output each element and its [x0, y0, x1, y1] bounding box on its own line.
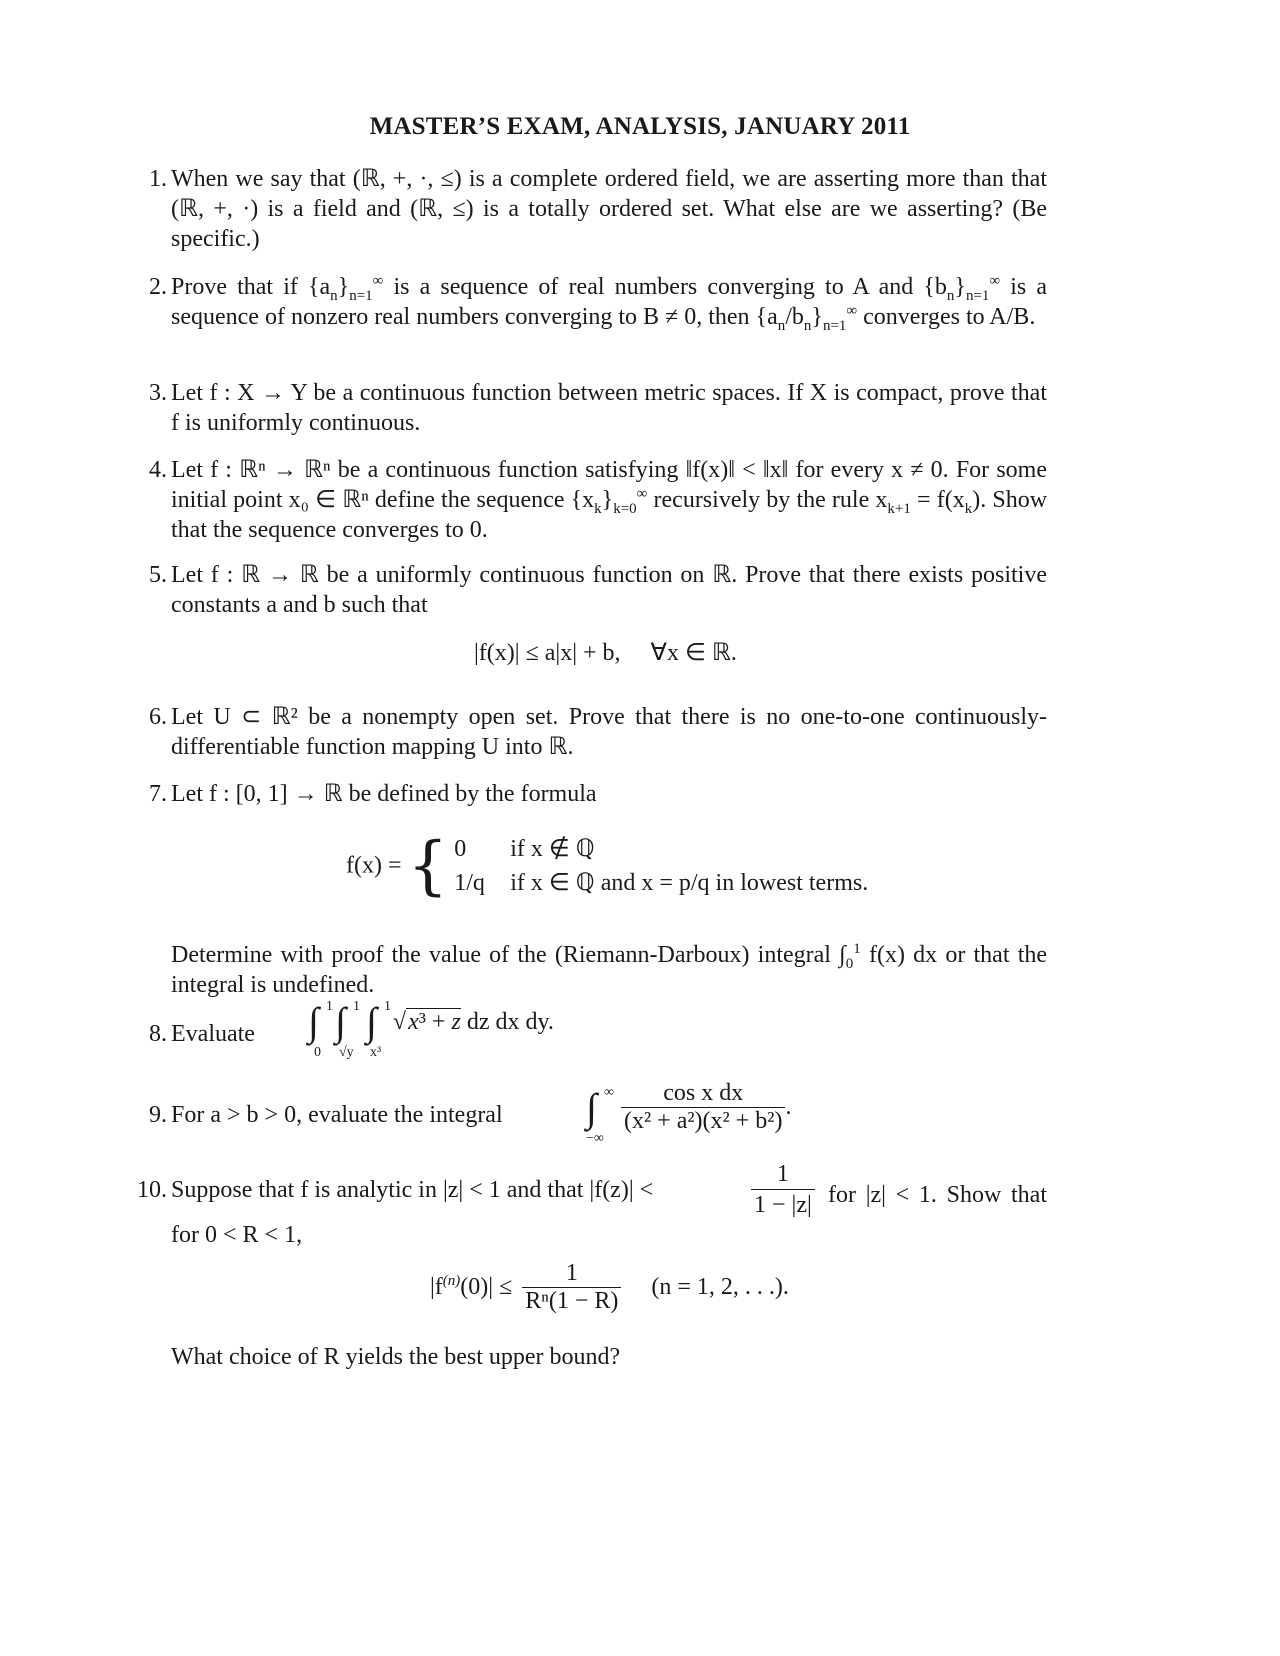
problem-text: For a > b > 0, evaluate the integral: [171, 1102, 503, 1128]
problem-number: 5.: [149, 562, 167, 588]
bound-fraction: $\frac{1}{1 - |z|}$: [751, 1159, 815, 1220]
problem-number: 2.: [149, 274, 167, 300]
problem-7-continued: [171, 940, 1047, 1000]
case-2-value: 1/q: [454, 870, 485, 896]
improper-integral: ∫ ∞ −∞ $\frac{\text{cos x dx}}{\text{(x² + a²)(x² + b²)}}$ .: [586, 1080, 792, 1146]
problem-text: for |z| < 1. Show that for 0 < R < 1,: [171, 1182, 1047, 1248]
problem-text: Let f : ℝ → ℝ be a uniformly continuous function on ℝ. Prove that there exists positive constants a and b such that: [171, 562, 1047, 618]
problem-text: Prove that if $\{a_n\}_{n=1}^\infty$ is a sequence of real numbers converging to A and $\{b_n\}_{n=1}^\infty$ is a sequence of nonzero real numbers converging to B ≠ 0, then $\{a_n/b_n\}_{n=1}^\infty$ converges to A/B.: [171, 273, 1048, 334]
problem-3: [149, 378, 1047, 438]
left-brace: {: [407, 829, 449, 903]
piecewise-lhs: f(x) =: [346, 852, 402, 879]
problem-text: Let f : ℝⁿ → ℝⁿ be a continuous function satisfying ‖f(x)‖ < ‖x‖ for every x ≠ 0. For some initial point x₀ ∈ ℝⁿ define the sequence $\{x_k\}_{k=0}^\infty$ recursively by the rule $x_{k+1} = f(x_k)$. Show that the sequence converges to 0.: [171, 457, 1048, 543]
integrand-differentials: dz dx dy.: [466, 1008, 554, 1035]
problem-2: [149, 272, 1048, 334]
problem-number: 8.: [149, 1021, 167, 1047]
cauchy-estimate: $|f^{(n)}(0)|$ ≤ $\frac{1}{\text{Rⁿ(1 − R)}}$ (n = 1, 2, . . .).: [430, 1260, 789, 1314]
piecewise-definition: [346, 829, 869, 903]
denominator: (x² + a²)(x² + b²): [621, 1107, 785, 1135]
problem-number: 10.: [137, 1177, 167, 1203]
problem-number: 9.: [149, 1102, 167, 1128]
numerator: cos x dx: [663, 1080, 744, 1106]
triple-integral: ∫ 1 0 ∫ 1 √y ∫ 1 x³ √x³ + z dz dx dy.: [308, 999, 554, 1060]
problem-number: 3.: [149, 380, 167, 406]
problem-text: Determine with proof the value of the (Riemann-Darboux) integral $\int_0^1$ f(x) dx or that the integral is undefined.: [171, 941, 1048, 998]
problem-8: [149, 1019, 1047, 1049]
problem-text: Evaluate: [171, 1021, 255, 1047]
page-title: MASTER’S EXAM, ANALYSIS, JANUARY 2011: [369, 113, 911, 140]
case-2-condition: if x ∈ ℚ and x = p/q in lowest terms.: [510, 870, 869, 896]
case-1-value: 0: [454, 836, 467, 862]
problem-text: What choice of R yields the best upper bound?: [171, 1344, 621, 1370]
problem-1: [149, 164, 1047, 254]
problem-text: Let f : X → Y be a continuous function between metric spaces. If X is compact, prove that f is uniformly continuous.: [171, 380, 1047, 436]
index-range: (n = 1, 2, . . .).: [651, 1274, 789, 1300]
problem-text: Suppose that f is analytic in |z| < 1 and that |f(z)| <: [171, 1177, 654, 1203]
cases: [454, 832, 868, 900]
problem-number: 7.: [149, 781, 167, 807]
problem-7: [149, 779, 1047, 809]
problem-6: [149, 702, 1047, 762]
problem-text: Let U ⊂ ℝ² be a nonempty open set. Prove that there is no one-to-one continuously-differentiable function mapping U into ℝ.: [171, 704, 1047, 760]
integrand-fraction: [621, 1080, 785, 1135]
problem-text: When we say that (ℝ, +, ·, ≤) is a complete ordered field, we are asserting more than that (ℝ, +, ·) is a field and (ℝ, ≤) is a totally ordered set. What else are we asserting? (Be specific.): [171, 166, 1047, 252]
display-inequality: |f(x)| ≤ a|x| + b, ∀x ∈ ℝ.: [474, 640, 737, 666]
case-1-condition: if x ∉ ℚ: [510, 836, 595, 862]
estimate-fraction: $\frac{1}{\text{Rⁿ(1 − R)}}$: [522, 1260, 621, 1315]
problem-number: 4.: [149, 457, 167, 483]
problem-10-question: [171, 1342, 1047, 1372]
problem-number: 1.: [149, 166, 167, 192]
problem-number: 6.: [149, 704, 167, 730]
problem-text: Let f : [0, 1] → ℝ be defined by the formula: [171, 781, 597, 807]
problem-10-body: [171, 1175, 1047, 1255]
problem-5: [149, 560, 1047, 620]
problem-4: [149, 455, 1048, 545]
